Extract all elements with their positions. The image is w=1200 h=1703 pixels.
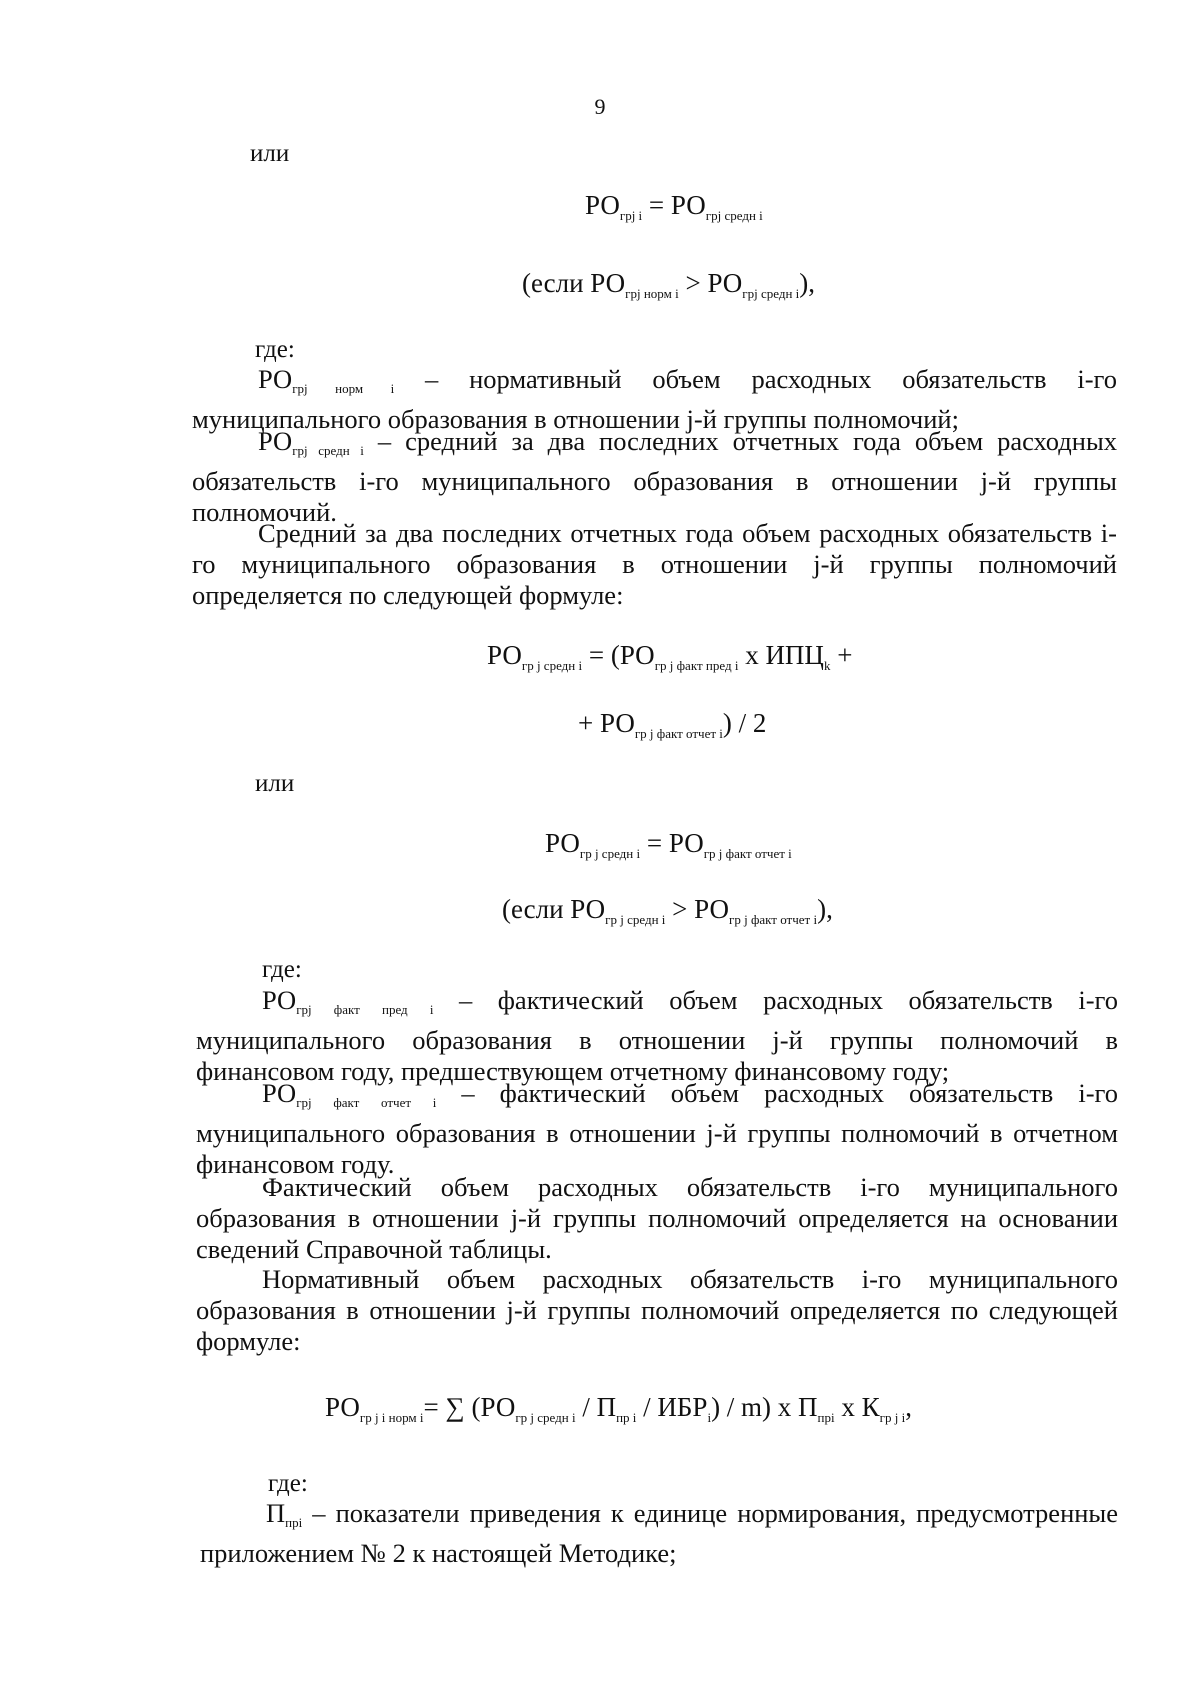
- paragraph-norm-definition: Нормативный объем расходных обязательств i-го муниципального образования в отношении j-й группы полномочий определяется по следующей формуле:: [196, 1264, 1118, 1356]
- paragraph-fakt-source: Фактический объем расходных обязательств i-го муниципального образования в отношении j-й группы полномочий определяется на основании сведений Справочной таблицы.: [196, 1172, 1118, 1264]
- formula-1: $РО_{грj i} = РО_{грj средн i}$: [585, 190, 763, 223]
- paragraph-average-definition: Средний за два последних отчетных года объем расходных обязательств i-го муниципального образования в отношении j-й группы полномочий определяется по следующей формуле:: [192, 518, 1117, 610]
- page-number: 9: [594, 94, 606, 119]
- where-label-2: где:: [262, 956, 302, 983]
- where-label-3: где:: [268, 1470, 308, 1497]
- or-label-2: или: [255, 770, 295, 797]
- paragraph-ro-fakt-pred: $РО_{грj факт пред i}$ – фактический объем расходных обязательств i-го муниципального образования в отношении j-й группы полномочий в финансовом году, предшествующем отчетному финансовому году;: [196, 985, 1119, 1086]
- formula-7-norm: $РО_{гр j i норм i}=$ ∑ $(РО_{гр j средн i} / П_{пр i} / ИБР_i) / m$) х $П_{прi}$ х $К_{гр j i}$,: [325, 1392, 912, 1425]
- formula-6-condition: (если $РО_{гр j средн i} > РО_{гр j факт отчет i}$),: [502, 894, 833, 927]
- formula-2-condition: (если $РО_{грj норм i} > РО_{грj средн i}$),: [522, 268, 816, 301]
- formula-5: $РО_{гр j средн i} = РО_{гр j факт отчет i}$: [545, 828, 792, 861]
- or-label-1: или: [250, 140, 290, 167]
- formula-3: $РО_{гр j средн i} = (РО_{гр j факт пред i}$ х $ИПЦ_k$ +: [487, 640, 853, 673]
- paragraph-ro-norm: $РО_{грj норм i}$ – нормативный объем расходных обязательств i-го муниципального образования в отношении j-й группы полномочий;: [192, 364, 1118, 434]
- where-label-1: где:: [255, 336, 295, 363]
- paragraph-ro-fakt-otchet: $РО_{грj факт отчет i}$ – фактический объем расходных обязательств i-го муниципального образования в отношении j-й группы полномочий в отчетном финансовом году.: [196, 1078, 1119, 1179]
- formula-4: + $РО_{гр j факт отчет i}) / 2$: [578, 708, 767, 741]
- paragraph-p-pr: $П_{прi}$ – показатели приведения к единице нормирования, предусмотренные приложением № 2 к настоящей Методике;: [200, 1498, 1118, 1568]
- paragraph-ro-sredn: $РО_{грj средн i}$ – средний за два последних отчетных года объем расходных обязательств i-го муниципального образования в отношении j-й группы полномочий.: [192, 426, 1118, 527]
